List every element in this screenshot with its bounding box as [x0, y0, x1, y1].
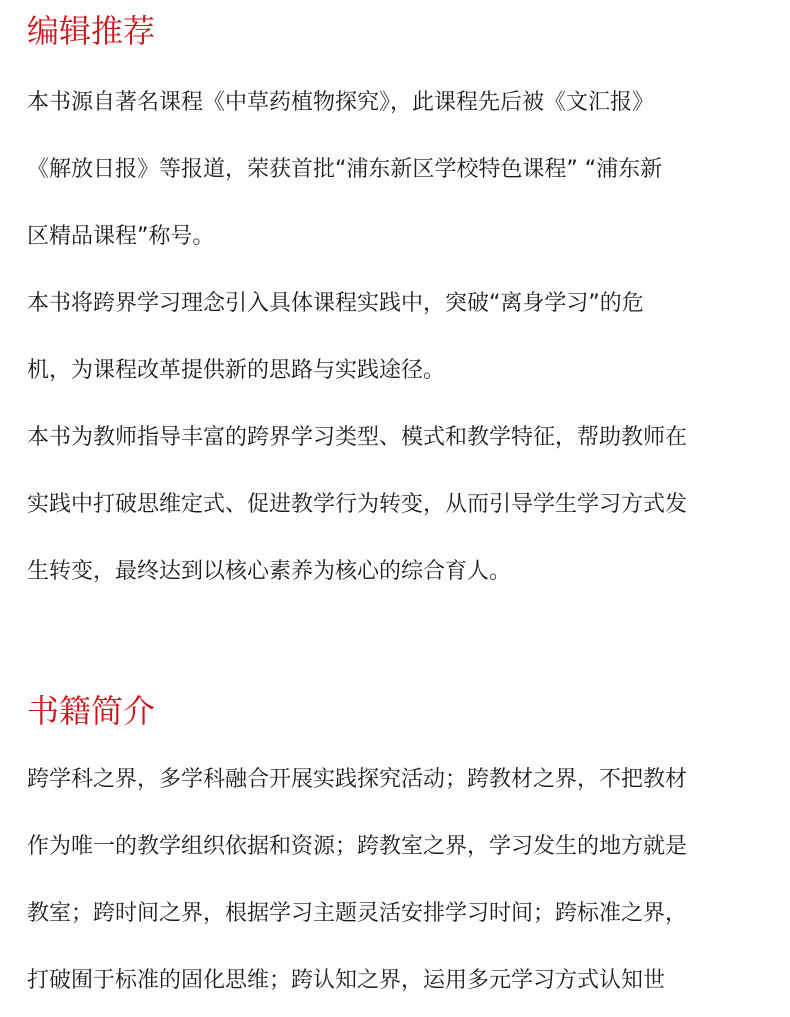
book-intro-line-2: 作为唯一的教学组织依据和资源；跨教室之界，学习发生的地方就是	[27, 834, 688, 859]
editor-recommendation-line-6: 本书为教师指导丰富的跨界学习类型、模式和教学特征，帮助教师在	[27, 425, 688, 450]
editor-recommendation-line-2: 《解放日报》等报道，荣获首批“浦东新区学校特色课程” “浦东新	[27, 157, 663, 182]
book-intro-line-4: 打破囿于标准的固化思维；跨认知之界，运用多元学习方式认知世	[27, 968, 666, 993]
editor-recommendation-line-1: 本书源自著名课程《中草药植物探究》，此课程先后被《文汇报》	[27, 90, 655, 115]
editor-recommendation-line-8: 生转变，最终达到以核心素养为核心的综合育人。	[27, 559, 512, 584]
editor-recommendation-line-7: 实践中打破思维定式、促进教学行为转变，从而引导学生学习方式发	[27, 492, 688, 517]
book-intro-line-1: 跨学科之界，多学科融合开展实践探究活动；跨教材之界，不把教材	[27, 767, 688, 792]
editor-recommendation-line-5: 机，为课程改革提供新的思路与实践途径。	[27, 358, 446, 383]
editor-recommendation-line-4: 本书将跨界学习理念引入具体课程实践中，突破“离身学习”的危	[27, 291, 644, 316]
book-intro-heading: 书籍简介	[27, 692, 156, 730]
editor-recommendation-heading: 编辑推荐	[27, 12, 156, 50]
editor-recommendation-line-3: 区精品课程”称号。	[27, 224, 215, 249]
book-intro-line-3: 教室；跨时间之界，根据学习主题灵活安排学习时间；跨标准之界，	[27, 901, 688, 926]
